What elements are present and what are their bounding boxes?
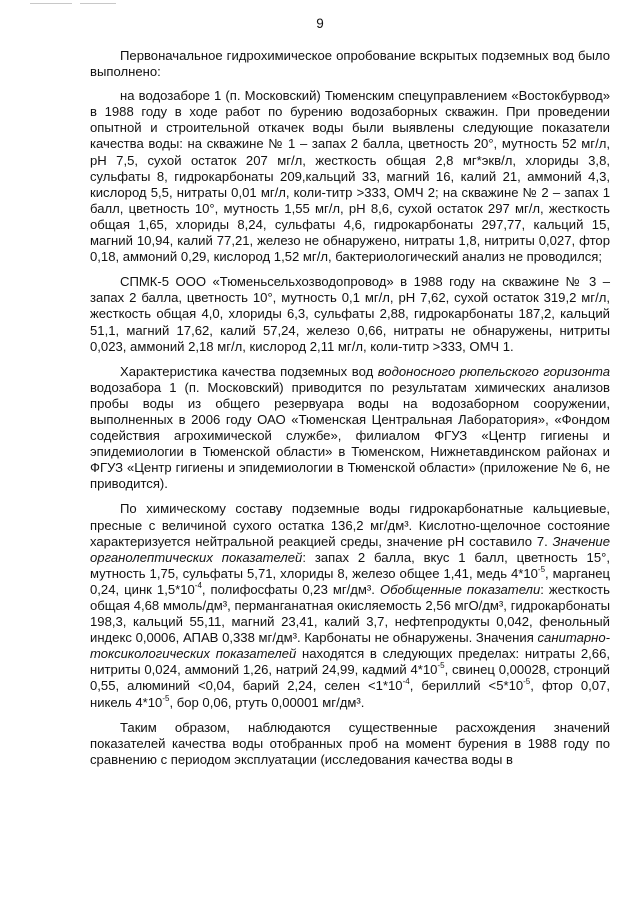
exponent: -5 [437,661,445,671]
italic-phrase: санитарно-токсикологических показателей [90,630,610,662]
text-run: , свинец 0,00028, стронций 0,55, алюминий <0,04, барий 2,24, селен <1*10 [90,662,610,694]
exponent: -5 [537,564,546,574]
paragraph-spmk-5 [90,274,610,354]
paragraph-vodozabor-1988 [90,88,610,265]
italic-phrase: Обобщенные показатели [379,581,541,597]
page-number: 9 [316,16,324,31]
text-run: : запах 2 балла, вкус 1 балл, цветность 15°, мутность 1,75, сульфаты 5,71, хлориды 8, железо общее 1,41, медь 4*10 [90,549,610,581]
text-run: на водозаборе 1 (п. Московский) Тюменским спецуправлением «Востокбурвод» в 1988 году в ходе работ по бурению водозаборных скважин. При проведении опытной и строительной откачек воды были выявлены следующие показатели качества воды: на скважине № 1 – запах 2 балла, цветность 20°, мутность 52 мг/л, рН 7,5, сухой остаток 207 мг/л, жесткость общая 2,8 мг*экв/л, хлориды 3,8, сульфаты 8, гидрокарбонаты 209,кальций 33, магний 16, калий 21, аммоний 4,3, кислород 5,5, нитраты 0,01 мг/л, коли-титр >333, ОМЧ 2; на скважине № 2 – запах 1 балл, цветность 10°, мутность 1,55 мг/л, рН 8,6, сухой остаток 297 мг/л, жесткость общая 1,65, хлориды 8,24, сульфаты 4,6, гидрокарбонаты 297,77, кальций 15, магний 10,94, калий 77,21, железо не обнаружено, нитраты 1,8, нитриты 0,027, фтор 0,18, аммоний 0,29, кислород 1,52 мг/л, бактериологический анализ не проводился; [90,88,610,265]
paragraph-conclusion [90,720,610,768]
italic-phrase: водоносного рюпельского горизонта [377,363,610,379]
scan-artifact [30,3,72,4]
text-run: , полифосфаты 0,23 мг/дм³. [201,581,380,597]
exponent: -4 [194,580,202,590]
exponent: -4 [402,677,410,687]
text-run: , бериллий <5*10 [409,678,524,694]
text-run: , бор 0,06, ртуть 0,00001 мг/дм³. [169,694,365,710]
scan-artifact [80,3,116,4]
text-run: , фтор 0,07, никель 4*10 [90,678,611,710]
text-run: водозабора 1 (п. Московский) приводится по результатам химических анализов пробы воды из общего резервуара воды на водозаборном сооружении, выполненных в 2006 году ОАО «Тюменская Центральная Лаборатория», «Фондом содействия агрохимической службе», филиалом ФГУЗ «Центр гигиены и эпидемиологии в Тюменской области» в Тюменском, Нижнетавдинском районах и ФГУЗ «Центр гигиены и эпидемиологии в Тюменской области» (приложение № 6, не приводится). [90,379,610,492]
body-text [90,48,610,776]
text-run: Первоначальное гидрохимическое опробование вскрытых подземных вод было выполнено: [90,48,610,80]
exponent: -5 [162,693,170,703]
text-run: : жесткость общая 4,68 ммоль/дм³, перманганатная окисляемость 2,56 мгО/дм³, гидрокарбонаты 198,3, кальций 55,11, магний 23,41, калий 3,7, нефтепродукты 0,042, фенольный индекс 0,0006, АПАВ 0,338 мг/дм³. Карбонаты не обнаружены. Значения [90,581,610,646]
text-run: По химическому составу подземные воды гидрокарбонатные кальциевые, пресные с величиной сухого остатка 136,2 мг/дм³. Кислотно-щелочное состояние характеризуется нейтральной реакцией среды, значение рН составило 7. [90,501,610,549]
text-run: , марганец 0,24, цинк 1,5*10 [90,565,610,597]
text-run: СПМК-5 ООО «Тюменьсельхозводопровод» в 1988 году на скважине № 3 – запах 2 балла, цветность 10°, мутность 0,1 мг/л, рН 7,62, сухой остаток 319,2 мг/л, жесткость общая 4,0, хлориды 6,3, сульфаты 2,88, гидрокарбонаты 187,2, кальций 51,1, магний 17,62, калий 57,24, железо 0,66, нитраты не обнаружены, нитриты 0,023, аммоний 2,18 мг/л, кислород 2,11 мг/л, коли-титр >333, ОМЧ 1. [90,274,610,354]
exponent: -5 [523,677,531,687]
text-run: Таким образом, наблюдаются существенные расхождения значений показателей качества воды отобранных проб на момент бурения в 1988 году по сравнению с периодом эксплуатации (исследования качества воды в [90,719,610,767]
italic-phrase: Значение органолептических показателей [90,533,610,565]
paragraph-intro [90,48,610,80]
paragraph-chemical-composition [90,501,610,710]
paragraph-rupel-horizon [90,364,610,493]
text-run: Характеристика качества подземных вод [120,363,378,379]
text-run: находятся в следующих пределах: нитраты 2,66, нитриты 0,024, аммоний 1,26, натрий 24,99, кадмий 4*10 [90,646,610,678]
